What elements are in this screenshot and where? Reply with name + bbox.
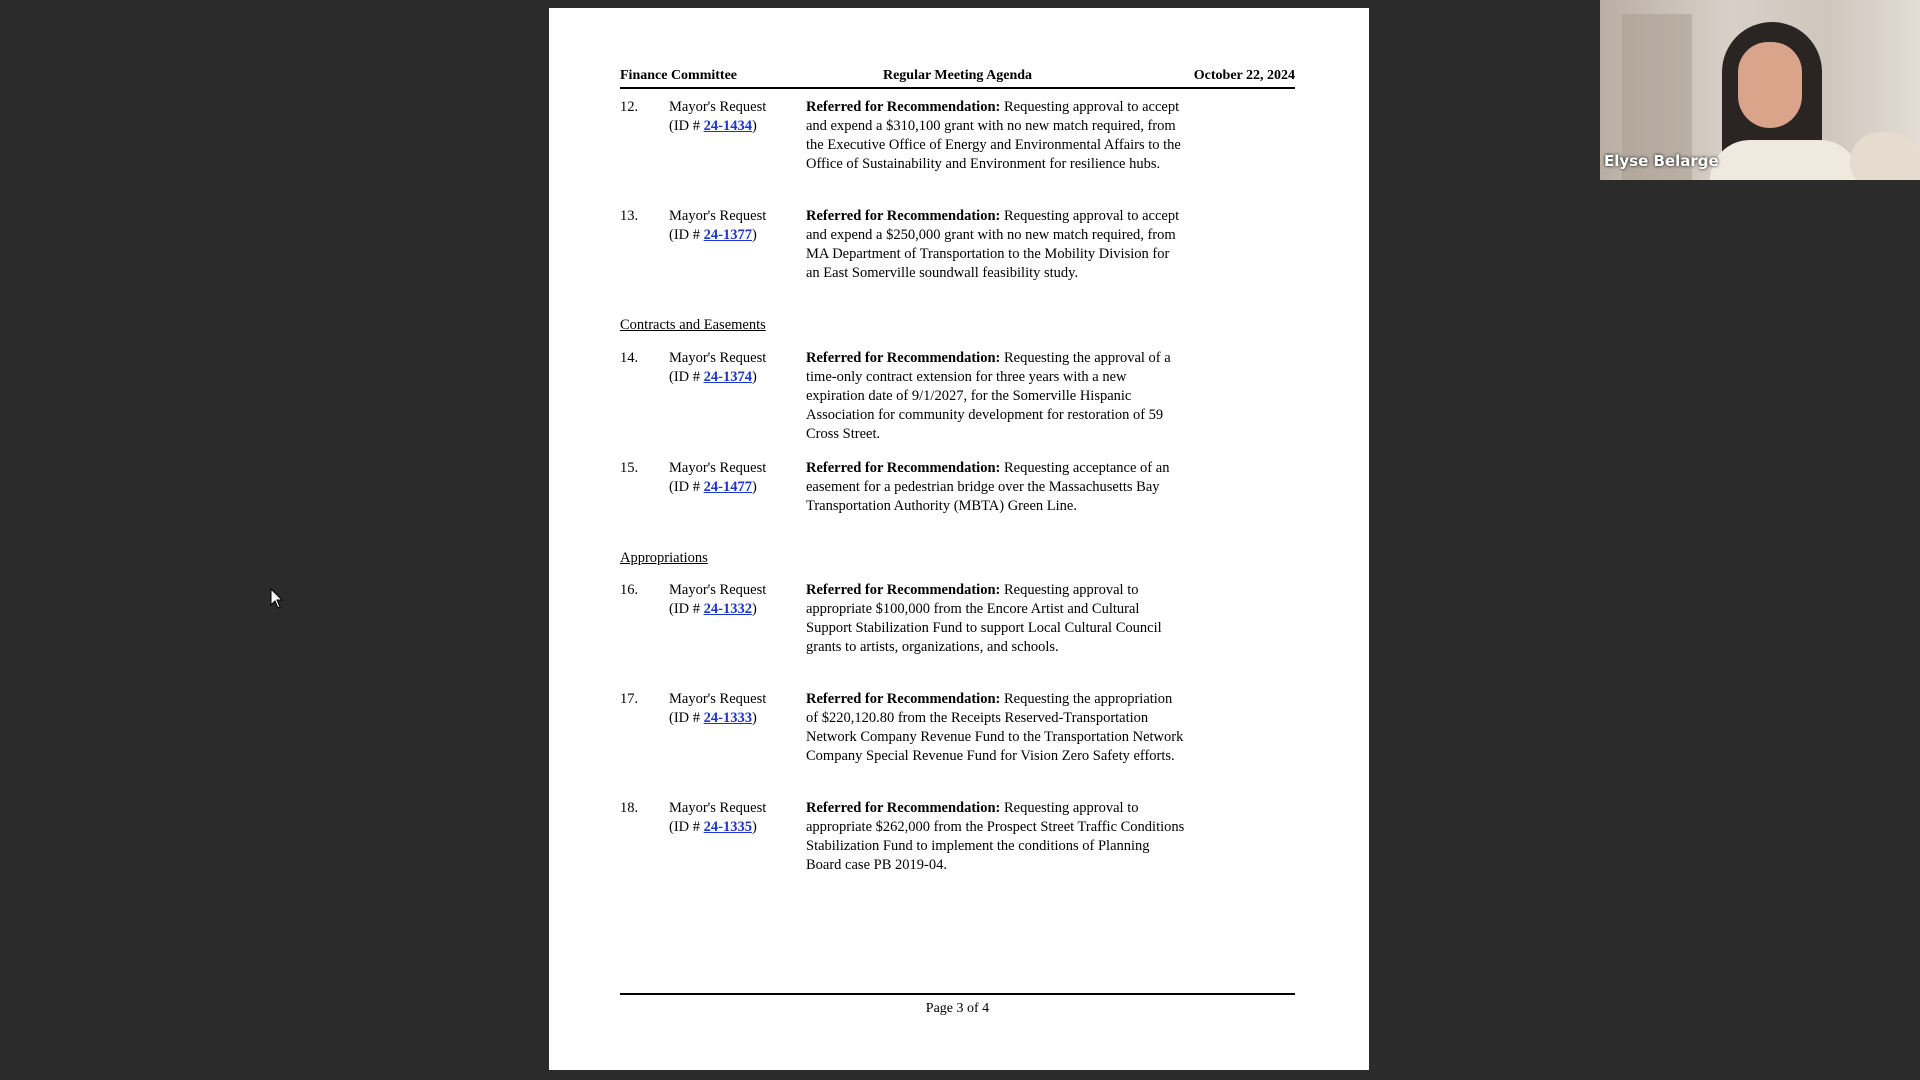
id-prefix: (ID # [669,227,704,243]
agenda-item-17 [620,690,1295,771]
item-text: Requesting approval to appropriate $100,000 from the Encore Artist and Cultural Support Stabilization Fund to support Local Cultural Council grants to artists, organizations, and schools. [806,582,1162,655]
request-type [669,98,809,136]
meeting-date: October 22, 2024 [1193,68,1295,83]
agenda-body [620,98,1295,873]
section-heading-contracts: Contracts and Easements [620,317,766,333]
item-description [806,207,1186,283]
item-number: 13. [620,208,639,224]
item-description [806,581,1186,657]
item-description [806,459,1186,516]
id-suffix: ) [751,227,757,243]
item-id-link[interactable]: 24-1335 [703,819,752,835]
item-description [806,349,1186,444]
item-number: 14. [620,350,639,366]
participant-name: Elyse Belarge [1604,152,1719,170]
page-header [620,68,1295,89]
video-person-face [1738,42,1802,128]
request-label: Mayor's Request [669,582,767,598]
mouse-cursor-icon [270,588,284,610]
footer-divider [620,993,1295,995]
agenda-item-13 [620,207,1295,288]
request-type [669,349,809,387]
request-label: Mayor's Request [669,691,767,707]
item-id-link[interactable]: 24-1333 [703,710,752,726]
item-description [806,98,1186,174]
id-prefix: (ID # [669,819,704,835]
item-number: 15. [620,460,639,476]
item-id-link[interactable]: 24-1434 [703,118,752,134]
id-suffix: ) [751,819,757,835]
item-number: 16. [620,582,639,598]
request-type [669,459,809,497]
participant-video-tile[interactable] [1600,0,1920,180]
agenda-item-15 [620,459,1295,521]
id-prefix: (ID # [669,118,704,134]
referral-label: Referred for Recommendation: [806,800,1001,816]
item-text: Requesting approval to accept and expend a $310,100 grant with no new match required, from the Executive Office of Energy and Environmental Affairs to the Office of Sustainability and Environment for resilience hubs. [806,99,1181,172]
item-text: Requesting the approval of a time-only contract extension for three years with a new expiration date of 9/1/2027, for the Somerville Hispanic Association for community development for restoration of 59 Cross Street. [806,350,1171,442]
item-text: Requesting approval to accept and expend a $250,000 grant with no new match required, from MA Department of Transportation to the Mobility Division for an East Somerville soundwall feasibility study. [806,208,1180,281]
agenda-item-14 [620,349,1295,442]
request-type [669,690,809,728]
referral-label: Referred for Recommendation: [806,99,1001,115]
item-id-link[interactable]: 24-1332 [703,601,752,617]
id-prefix: (ID # [669,369,704,385]
committee-name: Finance Committee [620,68,738,83]
video-person-shirt [1710,140,1860,180]
request-type [669,581,809,619]
request-label: Mayor's Request [669,99,767,115]
id-prefix: (ID # [669,601,704,617]
referral-label: Referred for Recommendation: [806,208,1001,224]
agenda-title: Regular Meeting Agenda [882,68,1033,83]
item-id-link[interactable]: 24-1374 [703,369,752,385]
section-heading-appropriations: Appropriations [620,550,708,566]
item-text: Requesting the appropriation of $220,120.80 from the Receipts Reserved-Transportation Network Company Revenue Fund to the Transportation Network Company Special Revenue Fund for Vision Zero Safety efforts. [806,691,1184,764]
id-suffix: ) [751,601,757,617]
id-suffix: ) [751,710,757,726]
id-suffix: ) [751,118,757,134]
agenda-item-16 [620,581,1295,662]
request-label: Mayor's Request [669,460,767,476]
item-description [806,690,1186,766]
referral-label: Referred for Recommendation: [806,582,1001,598]
referral-label: Referred for Recommendation: [806,350,1001,366]
agenda-item-12 [620,98,1295,179]
id-suffix: ) [751,479,757,495]
agenda-item-18 [620,799,1295,873]
item-number: 18. [620,800,639,816]
referral-label: Referred for Recommendation: [806,460,1001,476]
id-prefix: (ID # [669,710,704,726]
item-description [806,799,1186,875]
item-text: Requesting approval to appropriate $262,000 from the Prospect Street Traffic Conditions Stabilization Fund to implement the conditions of Planning Board case PB 2019-04. [806,800,1185,873]
referral-label: Referred for Recommendation: [806,691,1001,707]
request-label: Mayor's Request [669,208,767,224]
item-number: 17. [620,691,639,707]
document-page [549,8,1369,1070]
video-person-arm [1850,132,1920,180]
item-id-link[interactable]: 24-1477 [703,479,752,495]
id-prefix: (ID # [669,479,704,495]
request-type [669,799,809,837]
page-number: Page 3 of 4 [925,1001,990,1016]
item-number: 12. [620,99,639,115]
request-label: Mayor's Request [669,800,767,816]
request-type [669,207,809,245]
request-label: Mayor's Request [669,350,767,366]
item-id-link[interactable]: 24-1377 [703,227,752,243]
item-text: Requesting acceptance of an easement for a pedestrian bridge over the Massachusetts Bay Transportation Authority (MBTA) Green Line. [806,460,1170,514]
id-suffix: ) [751,369,757,385]
